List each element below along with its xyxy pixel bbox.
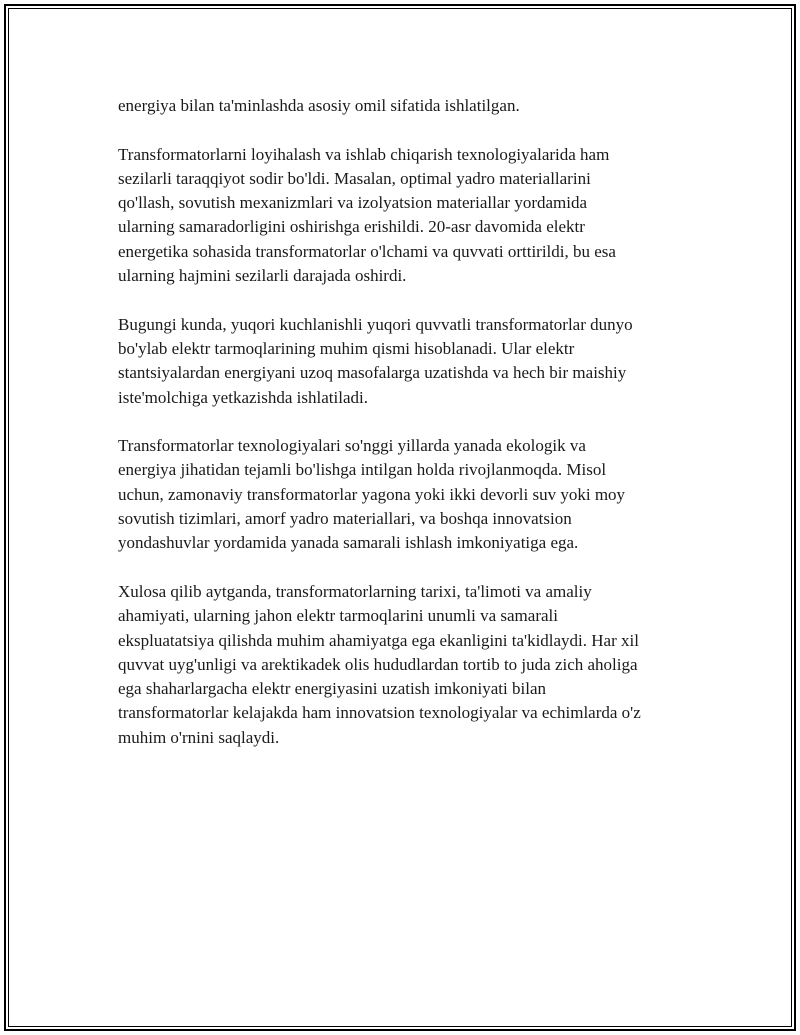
paragraph-2: Transformatorlarni loyihalash va ishlab chiqarish texnologiyalarida ham sezilarli taraqqiyot sodir bo'ldi. Masalan, optimal yadro materiallarini qo'llash, sovutish mexanizmlari va izolyatsion materiallar yordamida ularning samaradorligini oshirishga erishildi. 20-asr davomida elektr energetika sohasida transformatorlar o'lchami va quvvati orttirildi, bu esa ularning hajmini sezilarli darajada oshirdi. [118,144,616,286]
document-body [118,94,700,774]
paragraph-1: energiya bilan ta'minlashda asosiy omil sifatida ishlatilgan. [118,96,520,115]
paragraph-5: Xulosa qilib aytganda, transformatorlarning tarixi, ta'limoti va amaliy ahamiyati, ularning jahon elektr tarmoqlarini unumli va samarali ekspluatatsiya qilishda muhim ahamiyatga ega ekanligini ta'kidlaydi. Har xil quvvat uyg'unligi va arektikadek olis hududlardan tortib to juda zich aholiga ega shaharlargacha elektr energiyasini uzatish imkoniyati bilan transformatorlar kelajakda ham innovatsion texnologiyalar va echimlarda o'z muhim o'rnini saqlaydi. [118,581,641,747]
document-page [4,4,796,1031]
paragraph-4: Transformatorlar texnologiyalari so'nggi yillarda yanada ekologik va energiya jihatidan tejamli bo'lishga intilgan holda rivojlanmoqda. Misol uchun, zamonaviy transformatorlar yagona yoki ikki devorli suv yoki moy sovutish tizimlari, amorf yadro materiallari, va boshqa innovatsion yondashuvlar yordamida yanada samarali ishlash imkoniyatiga ega. [118,436,626,553]
paragraph-3: Bugungi kunda, yuqori kuchlanishli yuqori quvvatli transformatorlar dunyo bo'ylab elektr tarmoqlarining muhim qismi hisoblanadi. Ular elektr stantsiyalardan energiyani uzoq masofalarga uzatishda va hech bir maishiy iste'molchiga yetkazishda ishlatiladi. [118,314,633,407]
